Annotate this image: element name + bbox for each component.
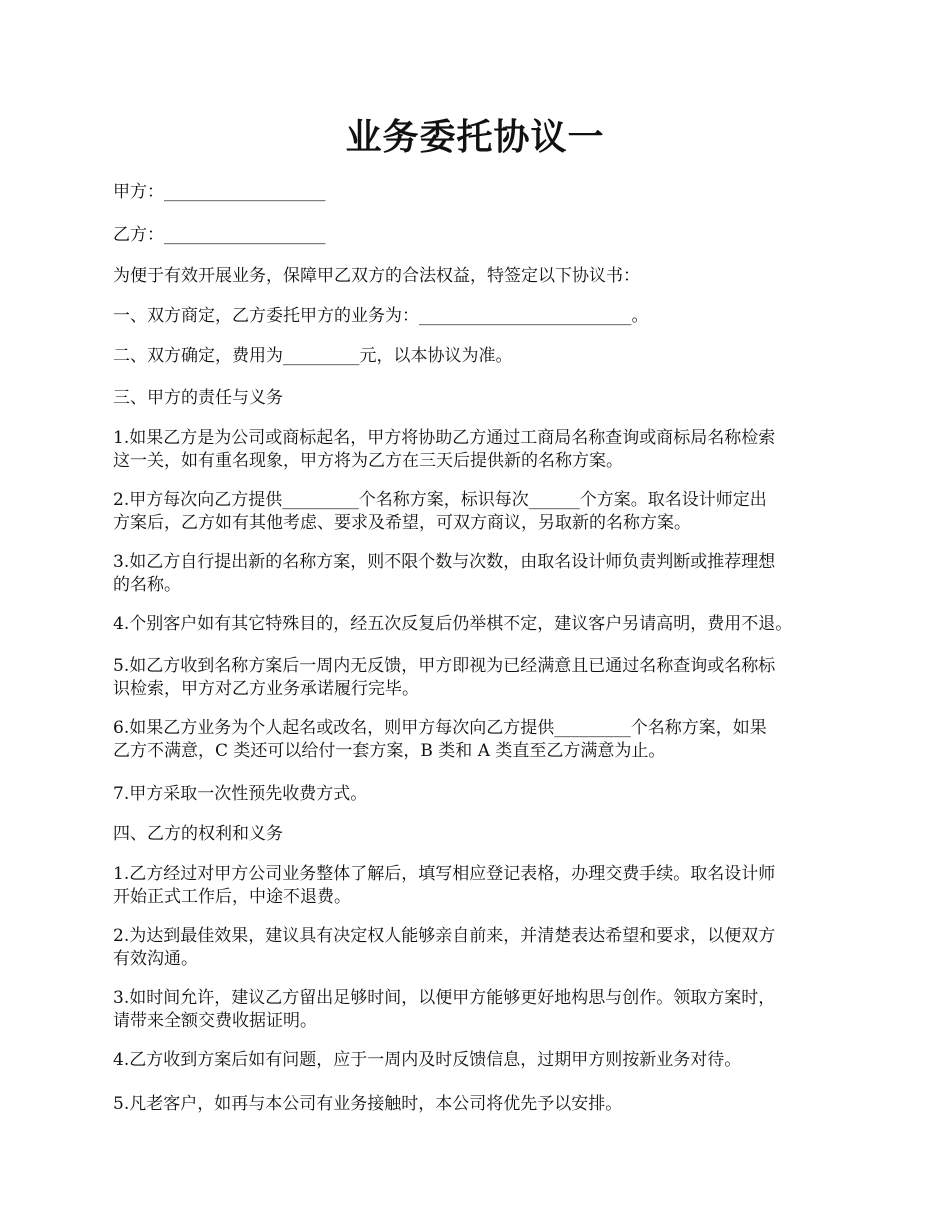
preamble: 为便于有效开展业务，保障甲乙双方的合法权益，特签定以下协议书： xyxy=(113,266,640,286)
section-3-item-7 xyxy=(113,783,853,806)
section-4-item-2 xyxy=(113,925,853,971)
party-a-line: 甲方：___________________ xyxy=(113,182,326,202)
clause-2: 二、双方确定，费用为_________元，以本协议为准。 xyxy=(113,346,513,366)
section-3-item-5 xyxy=(113,655,853,701)
item-line: 的名称。 xyxy=(113,575,181,595)
item-line: 2.为达到最佳效果，建议具有决定权人能够亲自前来，并清楚表达希望和要求，以便双方 xyxy=(113,926,776,946)
section-3-item-6 xyxy=(113,717,853,763)
item-line: 4.乙方收到方案后如有问题，应于一周内及时反馈信息，过期甲方则按新业务对待。 xyxy=(113,1050,742,1070)
section-4-item-5 xyxy=(113,1093,853,1116)
item-line: 1.如果乙方是为公司或商标起名，甲方将协助乙方通过工商局名称查询或商标局名称检索 xyxy=(113,428,776,448)
item-line: 5.如乙方收到名称方案后一周内无反馈，甲方即视为已经满意且已通过名称查询或名称标 xyxy=(113,656,776,676)
section-4-heading: 四、乙方的权利和义务 xyxy=(113,824,283,844)
item-line: 识检索，甲方对乙方业务承诺履行完毕。 xyxy=(113,679,419,699)
item-line: 1.乙方经过对甲方公司业务整体了解后，填写相应登记表格，办理交费手续。取名设计师 xyxy=(113,864,776,884)
item-line: 请带来全额交费收据证明。 xyxy=(113,1011,317,1031)
section-4-item-4 xyxy=(113,1049,853,1072)
clause-1: 一、双方商定，乙方委托甲方的业务为：_________________________。 xyxy=(113,306,649,326)
item-line: 2.甲方每次向乙方提供_________个名称方案，标识每次______个方案。取名设计师定出 xyxy=(113,490,767,510)
section-3-heading: 三、甲方的责任与义务 xyxy=(113,388,283,408)
item-line: 这一关，如有重名现象，甲方将为乙方在三天后提供新的名称方案。 xyxy=(113,451,623,471)
section-3-item-3 xyxy=(113,551,853,597)
item-line: 乙方不满意，C 类还可以给付一套方案，B 类和 A 类直至乙方满意为止。 xyxy=(113,741,666,761)
item-line: 有效沟通。 xyxy=(113,949,198,969)
section-3-item-4 xyxy=(113,613,853,636)
party-b-line: 乙方：___________________ xyxy=(113,225,326,245)
item-line: 开始正式工作后，中途不退费。 xyxy=(113,887,351,907)
item-line: 3.如时间允许，建议乙方留出足够时间，以便甲方能够更好地构思与创作。领取方案时， xyxy=(113,988,776,1008)
item-line: 方案后，乙方如有其他考虑、要求及希望，可双方商议，另取新的名称方案。 xyxy=(113,513,691,533)
document-title: 业务委托协议一 xyxy=(345,116,605,158)
item-line: 6.如果乙方业务为个人起名或改名，则甲方每次向乙方提供_________个名称方案，如果 xyxy=(113,718,767,738)
section-4-item-3 xyxy=(113,987,853,1033)
section-3-item-1 xyxy=(113,427,853,473)
section-3-item-2 xyxy=(113,489,853,535)
item-line: 7.甲方采取一次性预先收费方式。 xyxy=(113,784,368,804)
item-line: 5.凡老客户，如再与本公司有业务接触时，本公司将优先予以安排。 xyxy=(113,1094,623,1114)
item-line: 3.如乙方自行提出新的名称方案，则不限个数与次数，由取名设计师负责判断或推荐理想 xyxy=(113,552,776,572)
item-line: 4.个别客户如有其它特殊目的，经五次反复后仍举棋不定，建议客户另请高明，费用不退。 xyxy=(113,614,793,634)
section-4-item-1 xyxy=(113,863,853,909)
